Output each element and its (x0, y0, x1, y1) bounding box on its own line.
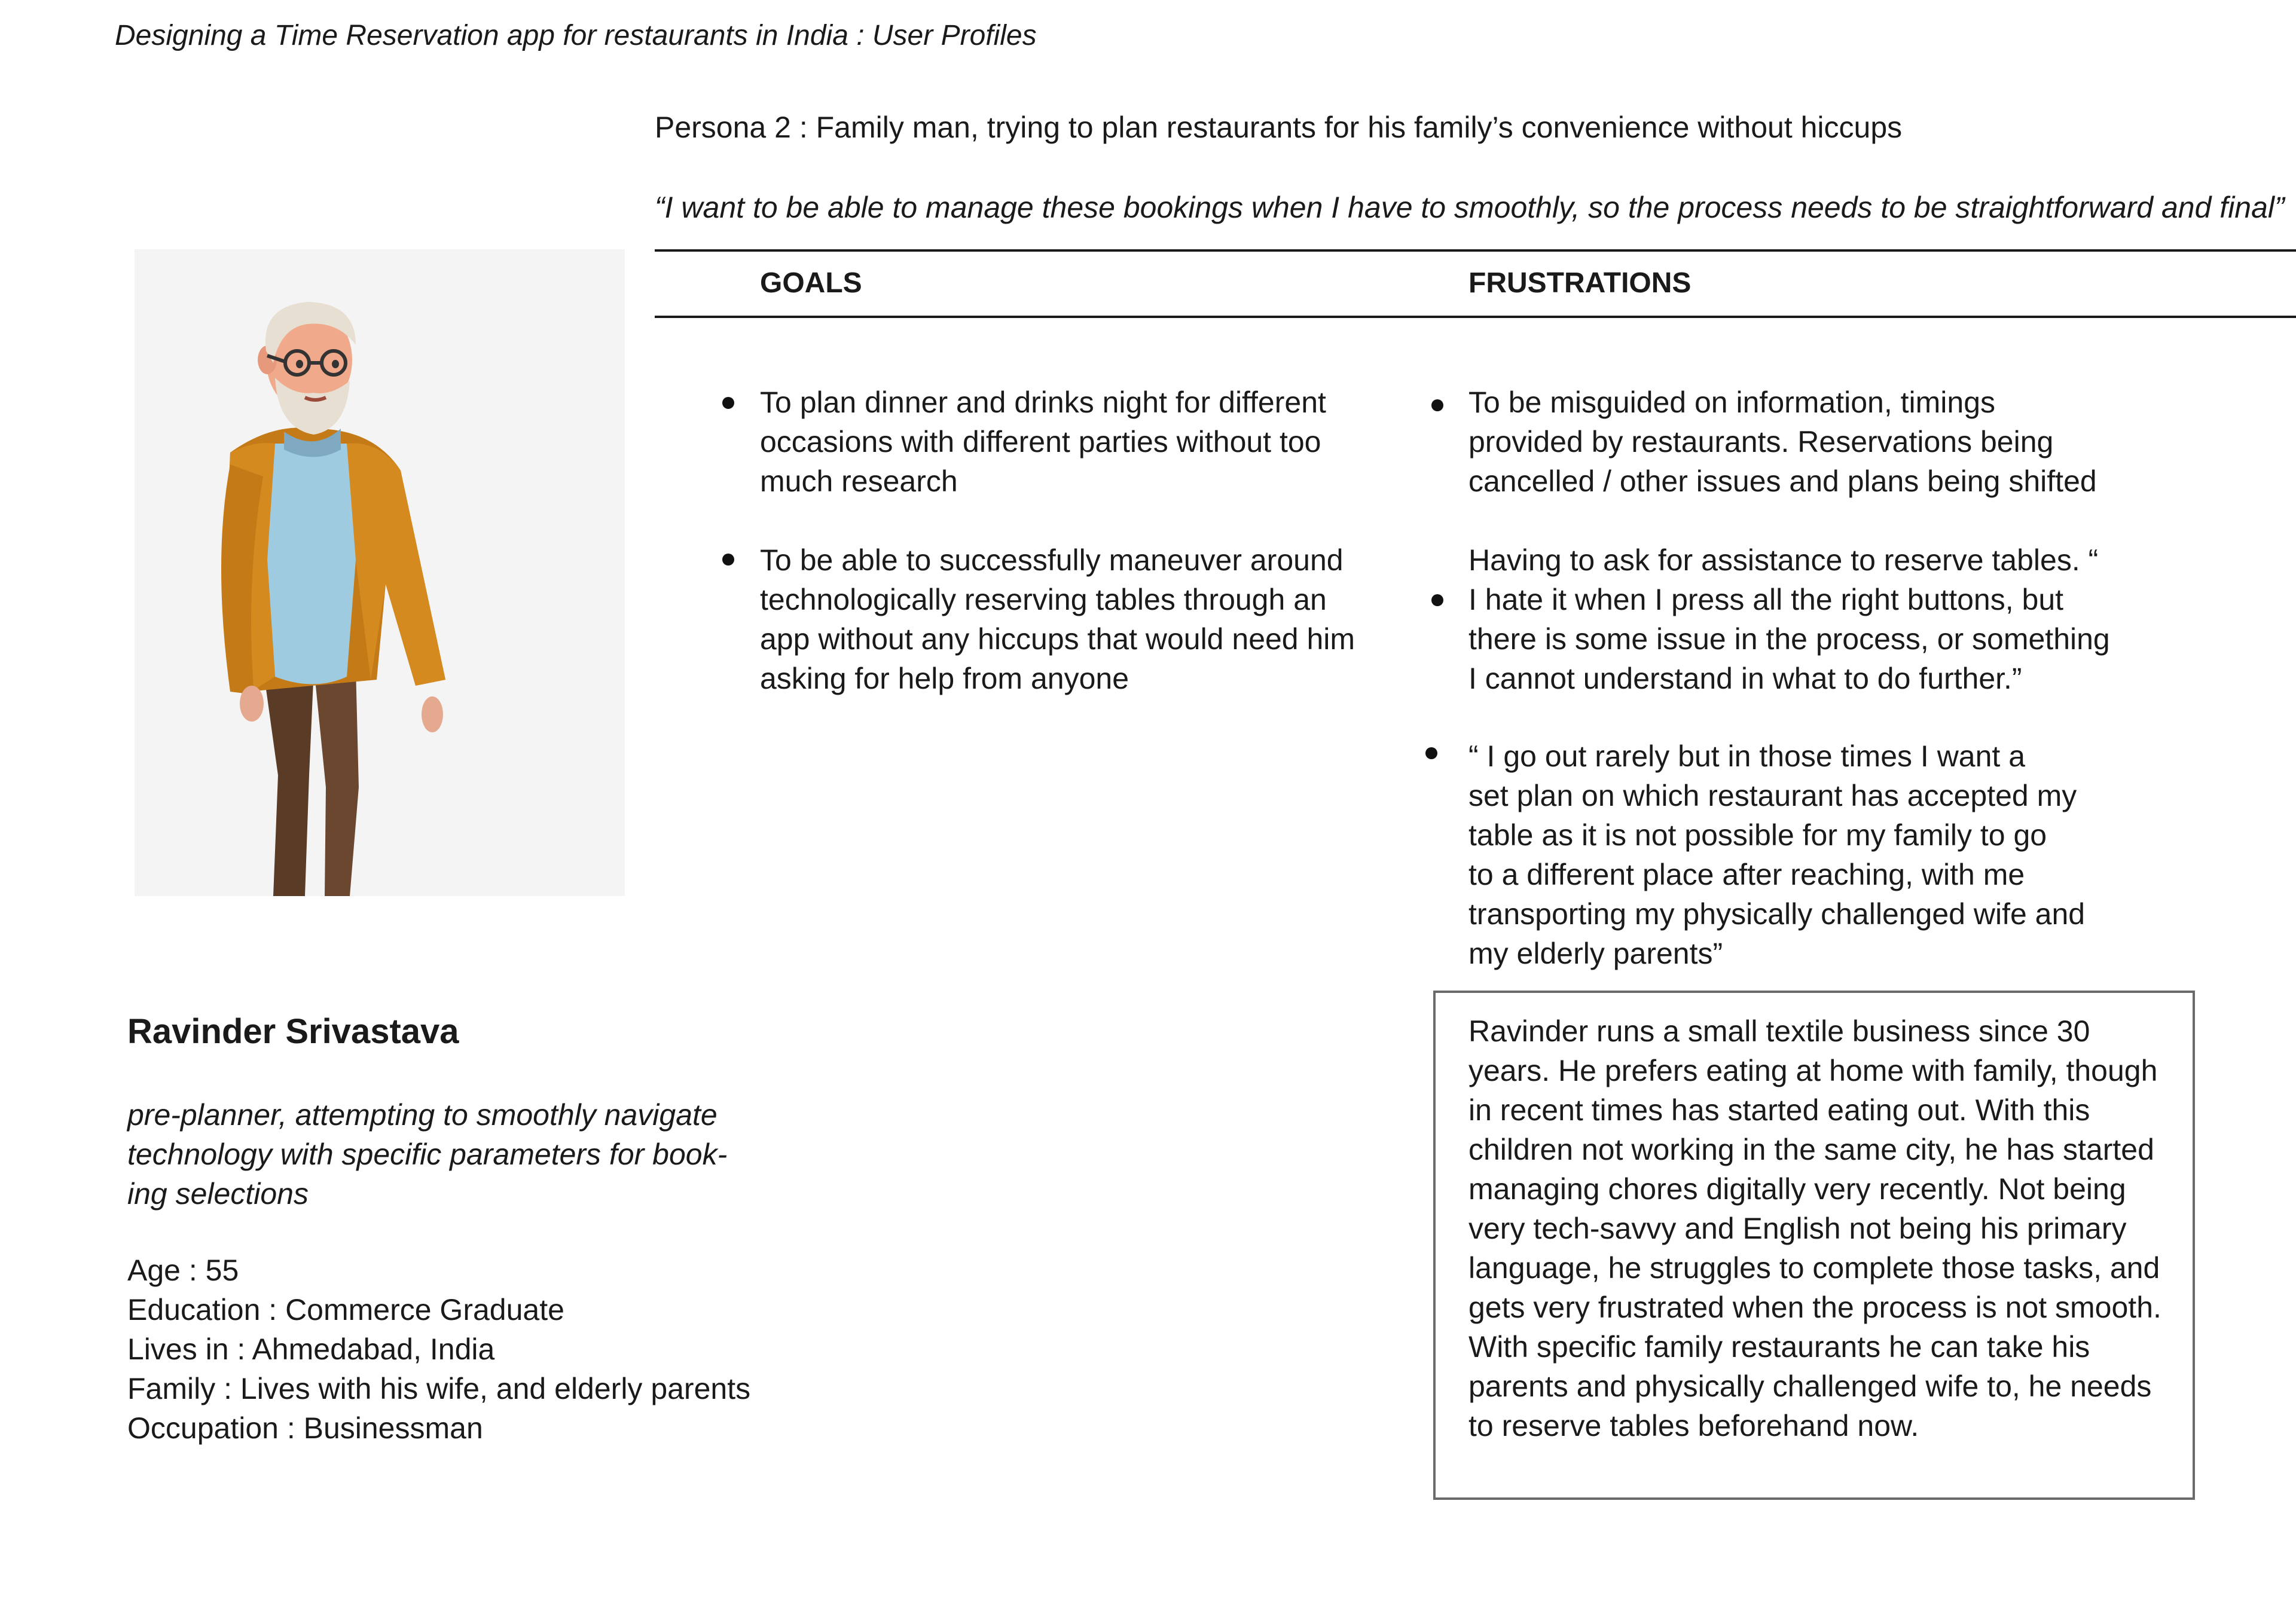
bullet-icon (722, 397, 734, 409)
persona-name: Ravinder Srivastava (127, 1012, 459, 1051)
elderly-man-illustration (135, 249, 625, 896)
persona-portrait (135, 249, 625, 896)
fact-age: Age : 55 (127, 1254, 239, 1287)
fact-education: Education : Commerce Graduate (127, 1293, 564, 1326)
goals-heading: GOALS (760, 267, 862, 299)
table-header-rule (655, 316, 2296, 318)
fact-family: Family : Lives with his wife, and elderly parents (127, 1372, 751, 1405)
bullet-icon (1431, 594, 1443, 606)
page-title: Designing a Time Reservation app for restaurants in India : User Profiles (115, 20, 1037, 51)
goal-item: To be able to successfully maneuver around technologically reserving tables through an app without any hiccups that would need him asking for help from anyone (760, 543, 1355, 695)
table-top-rule (655, 249, 2296, 252)
bullet-icon (1431, 399, 1443, 411)
persona-tagline: pre-planner, attempting to smoothly navigate technology with specific parameters for book- ing selections (127, 1098, 728, 1211)
bullet-icon (722, 554, 734, 566)
fact-occupation: Occupation : Businessman (127, 1411, 483, 1445)
frustration-item: “ I go out rarely but in those times I want a set plan on which restaurant has accepted my table as it is not possible for my family to go to a different place after reaching, with me transporting my physically challenged wife and my elderly parents” (1468, 739, 2086, 970)
goal-item: To plan dinner and drinks night for different occasions with different parties without too much research (760, 386, 1326, 498)
persona-facts (127, 1251, 750, 1448)
persona-quote: “I want to be able to manage these bookings when I have to smoothly, so the process needs to be straightforward and final” (655, 191, 2285, 224)
persona-bio: Ravinder runs a small textile business since 30 years. He prefers eating at home with family, though in recent times has started eating out. With this children not working in the same city, he has started managing chores digitally very recently. Not being very tech-savvy and English not being his primary language, he struggles to complete those tasks, and gets very frustrated when the process is not smooth. With specific family restaurants he can take his parents and physically challenged wife to, he needs to reserve tables beforehand now. (1468, 1014, 2161, 1442)
frustration-item: Having to ask for assistance to reserve tables. “ I hate it when I press all the right buttons, but there is some issue in the process, or something I cannot understand in what to do further.” (1468, 543, 2110, 695)
bullet-icon (1425, 747, 1437, 759)
persona-heading: Persona 2 : Family man, trying to plan restaurants for his family’s convenience without hiccups (655, 111, 1903, 144)
frustration-item: To be misguided on information, timings provided by restaurants. Reservations being cancelled / other issues and plans being shifted (1468, 386, 2097, 498)
frustrations-heading: FRUSTRATIONS (1468, 267, 1692, 299)
fact-location: Lives in : Ahmedabad, India (127, 1332, 495, 1366)
